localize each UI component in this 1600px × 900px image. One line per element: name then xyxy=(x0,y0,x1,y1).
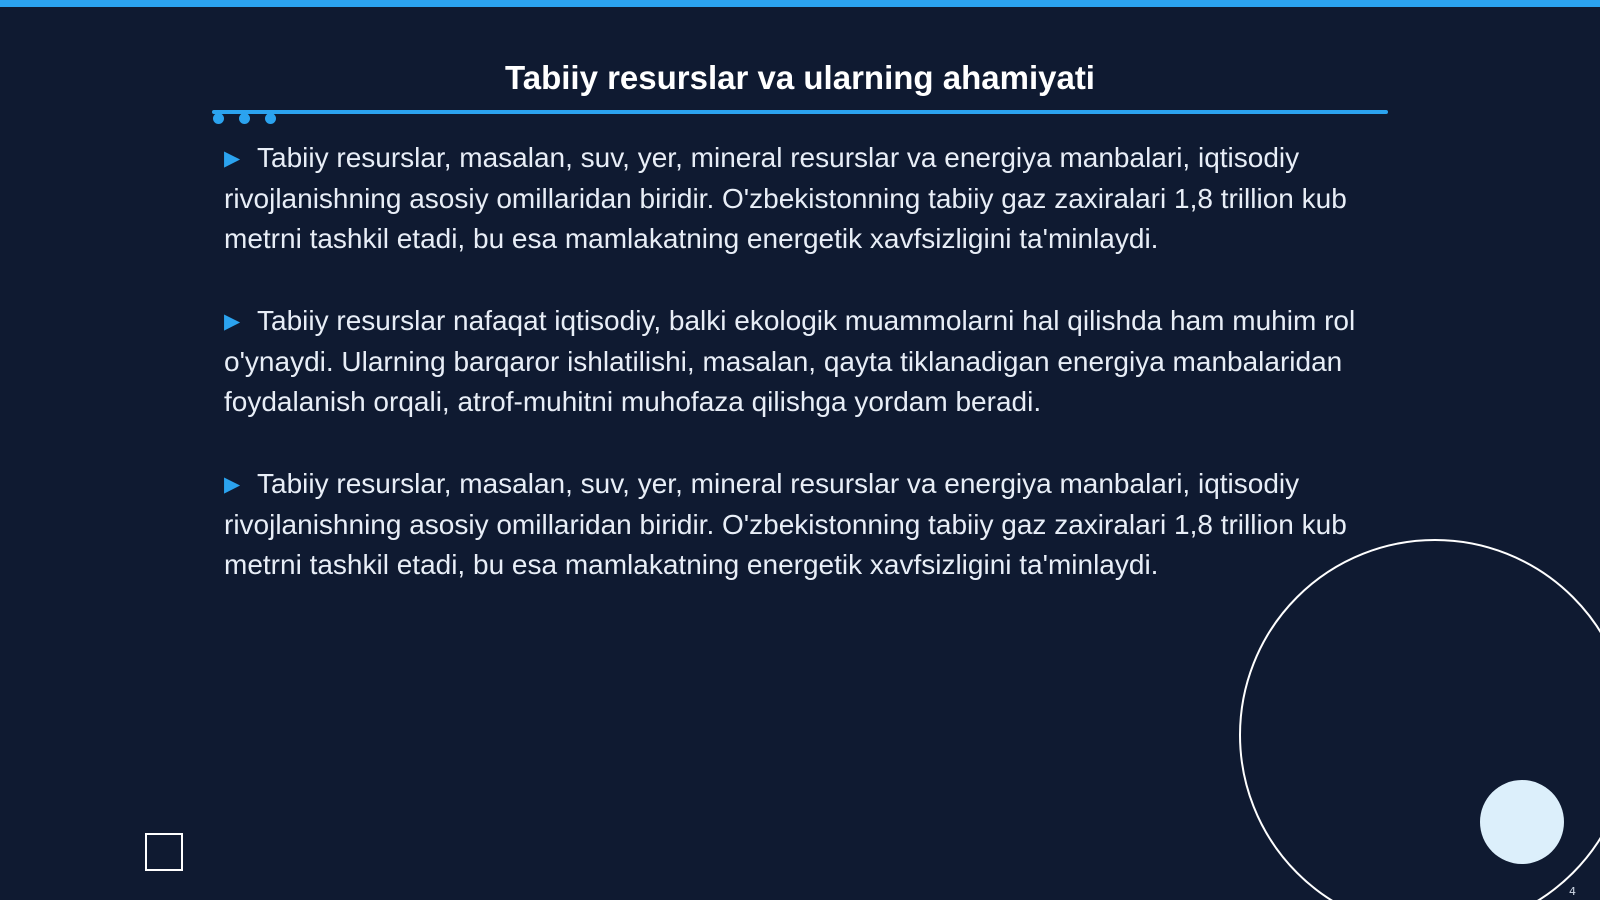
bullet-list xyxy=(224,138,1374,627)
top-accent-bar xyxy=(0,0,1600,7)
bullet-text: Tabiiy resurslar, masalan, suv, yer, mineral resurslar va energiya manbalari, iqtisodiy rivojlanishning asosiy omillaridan biridir. O'zbekistonning tabiiy gaz zaxiralari 1,8 trillion kub metrni tashkil etadi, bu esa mamlakatning energetik xavfsizligini ta'minlaydi. xyxy=(224,142,1347,254)
page-number: 4 xyxy=(1569,885,1576,898)
decor-dot xyxy=(265,113,276,124)
bullet-text: Tabiiy resurslar, masalan, suv, yer, mineral resurslar va energiya manbalari, iqtisodiy rivojlanishning asosiy omillaridan biridir. O'zbekistonning tabiiy gaz zaxiralari 1,8 trillion kub metrni tashkil etadi, bu esa mamlakatning energetik xavfsizligini ta'minlaydi. xyxy=(224,468,1347,580)
decor-square-outline xyxy=(145,833,183,871)
decor-dot xyxy=(239,113,250,124)
play-triangle-icon: ▶ xyxy=(224,310,241,333)
play-triangle-icon: ▶ xyxy=(224,147,241,170)
slide-title: Tabiiy resurslar va ularning ahamiyati xyxy=(505,59,1095,96)
bullet-item xyxy=(224,301,1374,422)
decor-circle-filled xyxy=(1480,780,1564,864)
title-underline xyxy=(212,110,1388,114)
bullet-item xyxy=(224,138,1374,259)
decor-dot xyxy=(213,113,224,124)
bullet-text: Tabiiy resurslar nafaqat iqtisodiy, balki ekologik muammolarni hal qilishda ham muhim rol o'ynaydi. Ularning barqaror ishlatilishi, masalan, qayta tiklanadigan energiya manbalaridan foydalanish orqali, atrof-muhitni muhofaza qilishga yordam beradi. xyxy=(224,305,1356,417)
bullet-item xyxy=(224,464,1374,585)
play-triangle-icon: ▶ xyxy=(224,473,241,496)
